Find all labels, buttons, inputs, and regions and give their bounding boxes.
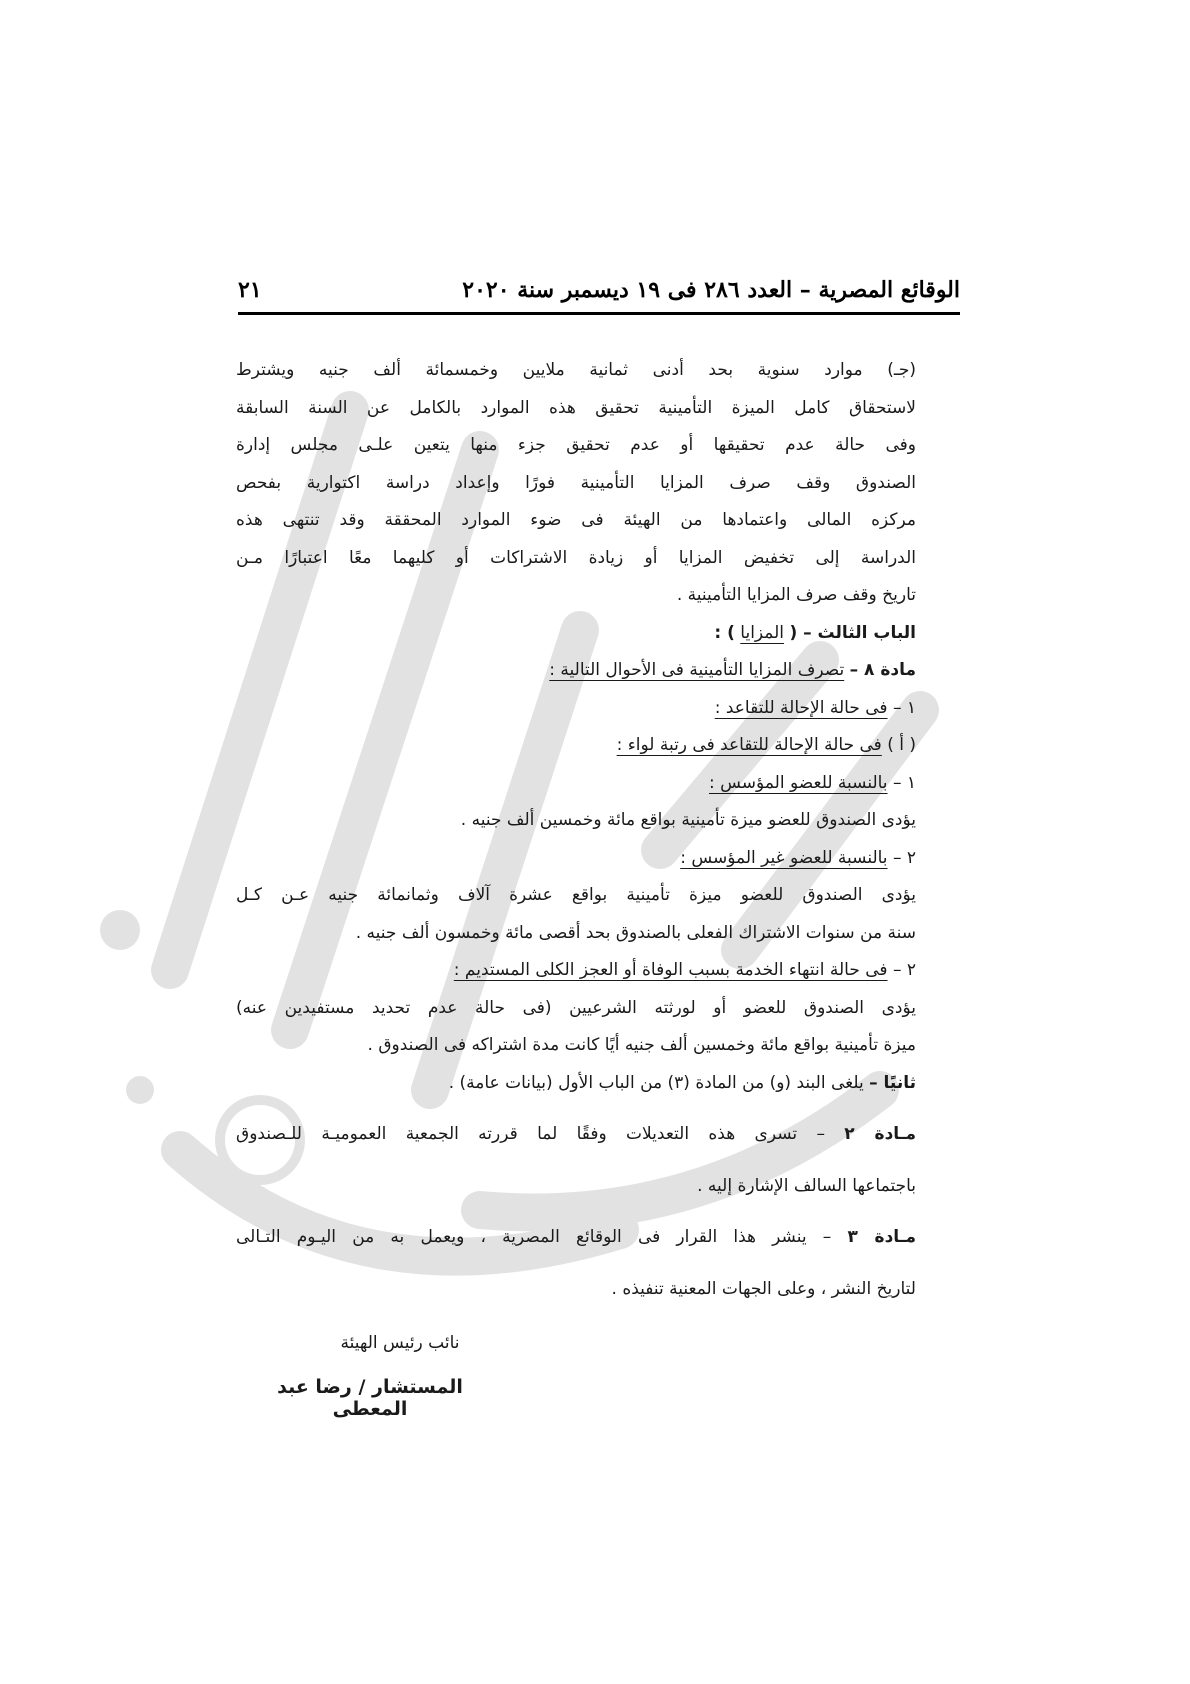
article-text: تصرف المزايا التأمينية فى الأحوال التالية : — [549, 660, 845, 680]
paragraph-line: الصندوق وقف صرف المزايا التأمينية فورًا وإعداد دراسة اكتوارية بفحص — [236, 472, 916, 493]
chapter-title: المزايا — [740, 622, 785, 643]
paragraph-line: لاستحقاق كامل الميزة التأمينية تحقيق هذه الموارد بالكامل عن السنة السابقة — [236, 397, 916, 418]
paragraph-line: مركزه المالى واعتمادها من الهيئة فى ضوء الموارد المحققة وقد تنتهى هذه — [236, 510, 916, 530]
article-label: مـادة ٢ — [844, 1124, 917, 1144]
paragraph-line: باجتماعها السالف الإشارة إليه . — [697, 1175, 916, 1196]
paragraph-line: وفى حالة عدم تحقيقها أو عدم تحقيق جزء منها يتعين علـى مجلس إدارة — [236, 435, 916, 455]
sub-1-heading: ١ – بالنسبة للعضو المؤسس : — [709, 772, 916, 793]
gazette-header-title: الوقائع المصرية – العدد ٢٨٦ فى ١٩ ديسمبر سنة ٢٠٢٠ — [462, 277, 960, 303]
article-label: مادة ٨ – — [849, 660, 916, 680]
article-3-line: مـادة ٣ – ينشر هذا القرار فى الوقائع المصرية ، ويعمل به من اليـوم التـالى — [236, 1227, 917, 1247]
case-1a-heading: ( أ ) فى حالة الإحالة للتقاعد فى رتبة لواء : — [616, 735, 916, 755]
paragraph-line: (جـ) موارد سنوية بحد أدنى ثمانية ملايين وخمسمائة ألف جنيه ويشترط — [236, 360, 916, 380]
paragraph-line: تاريخ وقف صرف المزايا التأمينية . — [676, 585, 916, 605]
case-1-heading: ١ – فى حالة الإحالة للتقاعد : — [714, 697, 916, 718]
second-clause: ثانيًا – يلغى البند (و) من المادة (٣) من الباب الأول (بيانات عامة) . — [448, 1072, 916, 1093]
signatory-title: نائب رئيس الهيئة — [340, 1333, 460, 1353]
signatory-name: المستشار / رضا عبد المعطى — [277, 1376, 463, 1420]
paragraph-line: يؤدى الصندوق للعضو ميزة تأمينية بواقع مائة وخمسين ألف جنيه . — [460, 810, 916, 830]
page-number: ٢١ — [238, 277, 262, 303]
paragraph-line: يؤدى الصندوق للعضو ميزة تأمينية بواقع عشرة آلاف وثمانمائة جنيه عـن كـل — [236, 885, 916, 905]
case-2-heading: ٢ – فى حالة انتهاء الخدمة بسبب الوفاة أو العجز الكلى المستديم : — [453, 960, 916, 980]
article-8-heading — [236, 652, 916, 690]
paragraph-line: الدراسة إلى تخفيض المزايا أو زيادة الاشتراكات أو كليهما معًا اعتبارًا مـن — [236, 547, 916, 568]
paragraph-line: ميزة تأمينية بواقع مائة وخمسين ألف جنيه أيًا كانت مدة اشتراكه فى الصندوق . — [367, 1035, 916, 1055]
article-label: مـادة ٣ — [847, 1227, 917, 1247]
paragraph-line: يؤدى الصندوق للعضو أو لورثته الشرعيين (فى حالة عدم تحديد مستفيدين عنه) — [236, 997, 916, 1018]
article-2-line: مـادة ٢ – تسرى هذه التعديلات وفقًا لما قررته الجمعية العموميـة للـصندوق — [236, 1124, 917, 1144]
paragraph-line: لتاريخ النشر ، وعلى الجهات المعنية تنفيذه . — [611, 1278, 916, 1299]
chapter-heading: الباب الثالث – ( المزايا ) : — [714, 622, 916, 643]
document-body — [236, 352, 916, 1308]
page-header — [238, 268, 960, 315]
sub-2-heading: ٢ – بالنسبة للعضو غير المؤسس : — [680, 847, 916, 868]
paragraph-line: سنة من سنوات الاشتراك الفعلى بالصندوق بحد أقصى مائة وخمسون ألف جنيه . — [355, 922, 916, 943]
